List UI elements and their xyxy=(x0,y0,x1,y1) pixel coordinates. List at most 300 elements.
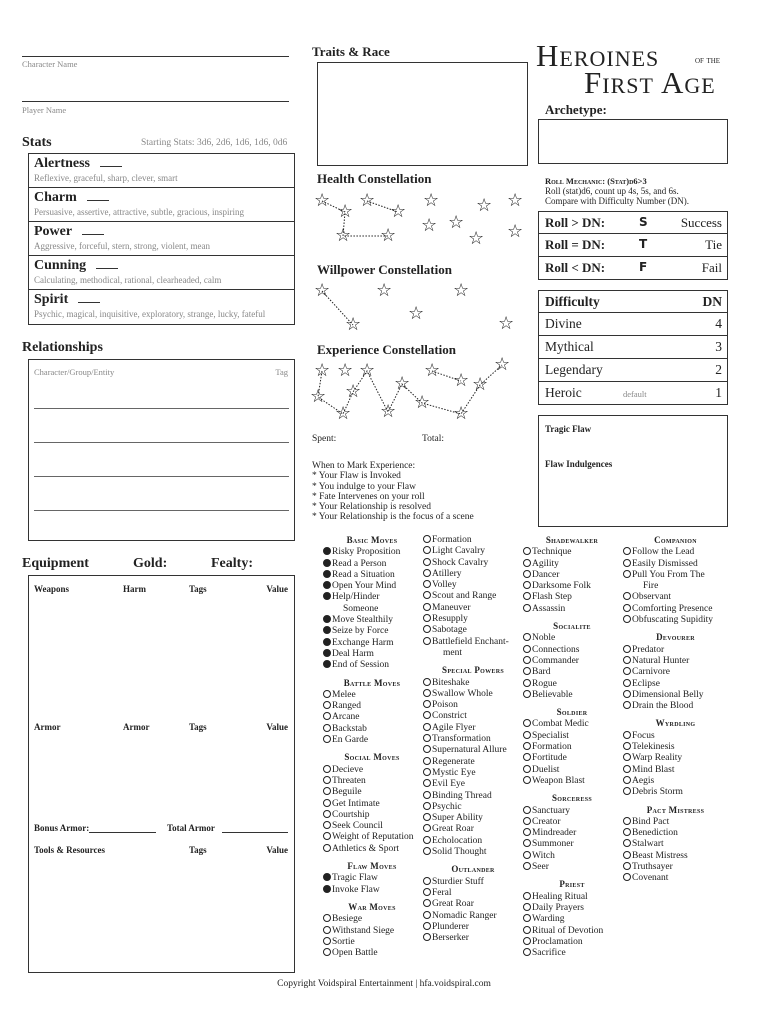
move-label: Mind Blast xyxy=(632,764,675,775)
move-item[interactable] xyxy=(423,922,523,933)
move-item[interactable] xyxy=(323,832,421,843)
move-checkbox-icon[interactable] xyxy=(523,690,531,698)
move-label: Transformation xyxy=(432,734,491,745)
move-item[interactable] xyxy=(523,862,621,873)
health-star-checkbox[interactable]: ☆ xyxy=(335,225,352,246)
willpower-star-checkbox[interactable]: ☆ xyxy=(453,280,470,301)
move-checkbox-icon[interactable] xyxy=(323,615,331,623)
move-item[interactable] xyxy=(523,690,621,701)
move-item[interactable] xyxy=(323,948,421,959)
move-checkbox-icon[interactable] xyxy=(423,888,431,896)
move-item[interactable] xyxy=(523,667,621,678)
move-checkbox-icon[interactable] xyxy=(323,810,331,818)
move-checkbox-icon[interactable] xyxy=(623,817,631,825)
move-checkbox-icon[interactable] xyxy=(423,689,431,697)
move-checkbox-icon[interactable] xyxy=(523,903,531,911)
health-star-checkbox[interactable]: ☆ xyxy=(468,228,485,249)
move-item[interactable] xyxy=(523,914,621,925)
move-checkbox-icon[interactable] xyxy=(423,625,431,633)
move-checkbox-icon[interactable] xyxy=(323,937,331,945)
willpower-star-checkbox[interactable]: ☆ xyxy=(314,280,331,301)
move-label: Daily Prayers xyxy=(532,902,584,913)
move-checkbox-icon[interactable] xyxy=(423,836,431,844)
move-checkbox-icon[interactable] xyxy=(523,753,531,761)
health-star-checkbox[interactable]: ☆ xyxy=(423,190,440,211)
move-checkbox-icon[interactable] xyxy=(523,731,531,739)
move-item[interactable] xyxy=(323,776,421,787)
move-label: Carnivore xyxy=(632,667,670,678)
move-item[interactable] xyxy=(623,701,728,712)
move-item[interactable] xyxy=(623,667,728,678)
experience-star-checkbox[interactable]: ☆ xyxy=(453,370,470,391)
experience-star-checkbox[interactable]: ☆ xyxy=(359,360,376,381)
move-item[interactable] xyxy=(423,911,523,922)
move-item[interactable] xyxy=(523,948,621,959)
move-item[interactable] xyxy=(323,712,421,723)
move-checkbox-icon[interactable] xyxy=(423,569,431,577)
move-item[interactable] xyxy=(323,937,421,948)
move-checkbox-icon[interactable] xyxy=(423,745,431,753)
move-checkbox-icon[interactable] xyxy=(323,626,331,634)
move-checkbox-icon[interactable] xyxy=(523,547,531,555)
stat-desc: Reflexive, graceful, sharp, clever, smart xyxy=(34,173,178,183)
move-item[interactable] xyxy=(623,776,728,787)
move-item[interactable] xyxy=(623,862,728,873)
move-item[interactable] xyxy=(623,753,728,764)
move-item[interactable] xyxy=(523,645,621,656)
move-checkbox-icon[interactable] xyxy=(323,690,331,698)
move-item[interactable] xyxy=(323,914,421,925)
move-checkbox-icon[interactable] xyxy=(623,690,631,698)
move-label: Mystic Eye xyxy=(432,767,476,778)
move-checkbox-icon[interactable] xyxy=(423,637,431,645)
move-item[interactable] xyxy=(423,813,523,824)
move-item[interactable] xyxy=(423,689,523,700)
move-item[interactable] xyxy=(423,768,523,779)
move-item[interactable] xyxy=(323,626,421,637)
character-name-label: Character Name xyxy=(22,59,78,69)
move-checkbox-icon[interactable] xyxy=(323,712,331,720)
move-item[interactable] xyxy=(623,873,728,884)
move-checkbox-icon[interactable] xyxy=(623,873,631,881)
move-checkbox-icon[interactable] xyxy=(423,757,431,765)
move-label: Combat Medic xyxy=(532,719,589,730)
move-item[interactable] xyxy=(323,844,421,855)
stat-name-text: Cunning xyxy=(34,258,87,273)
move-checkbox-icon[interactable] xyxy=(623,604,631,612)
move-checkbox-icon[interactable] xyxy=(423,813,431,821)
move-item[interactable] xyxy=(523,776,621,787)
move-checkbox-icon[interactable] xyxy=(623,592,631,600)
move-item[interactable] xyxy=(323,570,421,581)
move-checkbox-icon[interactable] xyxy=(423,558,431,566)
move-checkbox-icon[interactable] xyxy=(423,768,431,776)
move-item[interactable] xyxy=(523,604,621,615)
move-checkbox-icon[interactable] xyxy=(623,667,631,675)
move-item[interactable] xyxy=(623,742,728,753)
experience-star-checkbox[interactable]: ☆ xyxy=(394,373,411,394)
move-label: Focus xyxy=(632,730,655,741)
move-checkbox-icon[interactable] xyxy=(423,614,431,622)
move-item[interactable] xyxy=(523,839,621,850)
move-checkbox-icon[interactable] xyxy=(323,735,331,743)
health-star-checkbox[interactable]: ☆ xyxy=(314,190,331,211)
move-item[interactable] xyxy=(423,580,523,591)
traits-title: Traits & Race xyxy=(312,44,390,59)
move-checkbox-icon[interactable] xyxy=(323,948,331,956)
move-checkbox-icon[interactable] xyxy=(423,546,431,554)
move-item[interactable] xyxy=(323,690,421,701)
move-item[interactable] xyxy=(323,701,421,712)
move-checkbox-icon[interactable] xyxy=(523,570,531,578)
move-label: Believable xyxy=(532,689,573,700)
move-checkbox-icon[interactable] xyxy=(623,787,631,795)
move-item[interactable] xyxy=(523,892,621,903)
move-item[interactable] xyxy=(323,592,421,615)
move-item[interactable] xyxy=(523,817,621,828)
move-item[interactable] xyxy=(323,810,421,821)
move-checkbox-icon[interactable] xyxy=(623,615,631,623)
move-item[interactable] xyxy=(423,569,523,580)
move-item[interactable] xyxy=(423,745,523,756)
move-item[interactable] xyxy=(523,547,621,558)
move-checkbox-icon[interactable] xyxy=(423,580,431,588)
move-checkbox-icon[interactable] xyxy=(423,824,431,832)
move-item[interactable] xyxy=(423,625,523,636)
move-label: Rogue xyxy=(532,678,557,689)
move-label: Seer xyxy=(532,862,549,873)
move-checkbox-icon[interactable] xyxy=(523,765,531,773)
move-checkbox-icon[interactable] xyxy=(423,922,431,930)
move-checkbox-icon[interactable] xyxy=(623,753,631,761)
move-checkbox-icon[interactable] xyxy=(523,817,531,825)
move-checkbox-icon[interactable] xyxy=(523,948,531,956)
move-checkbox-icon[interactable] xyxy=(323,559,331,567)
move-label: Follow the Lead xyxy=(632,547,695,558)
move-checkbox-icon[interactable] xyxy=(523,656,531,664)
move-checkbox-icon[interactable] xyxy=(323,926,331,934)
move-checkbox-icon[interactable] xyxy=(323,787,331,795)
health-star-checkbox[interactable]: ☆ xyxy=(390,201,407,222)
move-item[interactable] xyxy=(423,535,523,546)
move-item[interactable] xyxy=(423,723,523,734)
experience-star-checkbox[interactable]: ☆ xyxy=(494,354,511,375)
move-item[interactable] xyxy=(323,821,421,832)
experience-star-checkbox[interactable]: ☆ xyxy=(337,360,354,381)
move-item[interactable] xyxy=(623,787,728,798)
move-item[interactable] xyxy=(623,851,728,862)
move-item[interactable] xyxy=(423,933,523,944)
move-item[interactable] xyxy=(623,604,728,615)
move-item[interactable] xyxy=(323,735,421,746)
move-item[interactable] xyxy=(423,757,523,768)
move-checkbox-icon[interactable] xyxy=(523,828,531,836)
move-checkbox-icon[interactable] xyxy=(423,591,431,599)
move-item[interactable] xyxy=(523,828,621,839)
experience-star-checkbox[interactable]: ☆ xyxy=(310,386,327,407)
move-checkbox-icon[interactable] xyxy=(523,633,531,641)
move-item[interactable] xyxy=(623,570,728,593)
experience-star-checkbox[interactable]: ☆ xyxy=(424,360,441,381)
move-item[interactable] xyxy=(523,679,621,690)
move-checkbox-icon[interactable] xyxy=(323,914,331,922)
move-checkbox-icon[interactable] xyxy=(523,604,531,612)
move-item[interactable] xyxy=(523,570,621,581)
move-item[interactable] xyxy=(523,851,621,862)
move-item[interactable] xyxy=(323,799,421,810)
move-checkbox-icon[interactable] xyxy=(623,742,631,750)
health-star-checkbox[interactable]: ☆ xyxy=(380,225,397,246)
move-checkbox-icon[interactable] xyxy=(523,892,531,900)
move-checkbox-icon[interactable] xyxy=(523,592,531,600)
move-checkbox-icon[interactable] xyxy=(623,679,631,687)
move-item[interactable] xyxy=(523,765,621,776)
move-checkbox-icon[interactable] xyxy=(623,656,631,664)
move-checkbox-icon[interactable] xyxy=(323,570,331,578)
willpower-star-checkbox[interactable]: ☆ xyxy=(408,303,425,324)
move-checkbox-icon[interactable] xyxy=(523,581,531,589)
move-item[interactable] xyxy=(423,637,523,660)
move-checkbox-icon[interactable] xyxy=(623,765,631,773)
move-checkbox-icon[interactable] xyxy=(623,570,631,578)
willpower-star-checkbox[interactable]: ☆ xyxy=(376,280,393,301)
move-checkbox-icon[interactable] xyxy=(323,873,331,881)
move-label: Drain the Blood xyxy=(632,701,694,712)
move-item[interactable] xyxy=(423,791,523,802)
move-item[interactable] xyxy=(423,558,523,569)
move-checkbox-icon[interactable] xyxy=(523,862,531,870)
move-item[interactable] xyxy=(623,828,728,839)
move-item[interactable] xyxy=(423,888,523,899)
move-checkbox-icon[interactable] xyxy=(423,847,431,855)
stat-desc: Aggressive, forceful, stern, strong, violent, mean xyxy=(34,241,210,251)
experience-rule-item: * Your Relationship is resolved xyxy=(312,502,432,513)
experience-star-checkbox[interactable]: ☆ xyxy=(314,360,331,381)
move-item[interactable] xyxy=(423,847,523,858)
move-checkbox-icon[interactable] xyxy=(523,667,531,675)
move-checkbox-icon[interactable] xyxy=(623,559,631,567)
move-checkbox-icon[interactable] xyxy=(623,828,631,836)
move-checkbox-icon[interactable] xyxy=(623,645,631,653)
move-item[interactable] xyxy=(623,656,728,667)
move-label: Easily Dismissed xyxy=(632,558,698,569)
move-checkbox-icon[interactable] xyxy=(323,844,331,852)
move-item[interactable] xyxy=(623,839,728,850)
willpower-star-checkbox[interactable]: ☆ xyxy=(345,314,362,335)
experience-star-checkbox[interactable]: ☆ xyxy=(380,401,397,422)
move-label: Commander xyxy=(532,655,579,666)
move-label: Technique xyxy=(532,547,572,558)
move-item[interactable] xyxy=(623,817,728,828)
move-item[interactable] xyxy=(523,753,621,764)
move-checkbox-icon[interactable] xyxy=(323,638,331,646)
move-item[interactable] xyxy=(323,615,421,626)
move-item[interactable] xyxy=(323,724,421,735)
move-item[interactable] xyxy=(423,877,523,888)
move-checkbox-icon[interactable] xyxy=(323,821,331,829)
health-star-checkbox[interactable]: ☆ xyxy=(448,212,465,233)
move-checkbox-icon[interactable] xyxy=(623,839,631,847)
move-checkbox-icon[interactable] xyxy=(323,799,331,807)
move-checkbox-icon[interactable] xyxy=(423,711,431,719)
move-item[interactable] xyxy=(623,645,728,656)
move-item[interactable] xyxy=(523,903,621,914)
move-item[interactable] xyxy=(323,873,421,884)
move-checkbox-icon[interactable] xyxy=(423,779,431,787)
experience-star-checkbox[interactable]: ☆ xyxy=(453,403,470,424)
move-checkbox-icon[interactable] xyxy=(423,791,431,799)
move-item[interactable] xyxy=(523,581,621,592)
experience-star-checkbox[interactable]: ☆ xyxy=(345,381,362,402)
move-checkbox-icon[interactable] xyxy=(623,851,631,859)
move-checkbox-icon[interactable] xyxy=(423,723,431,731)
experience-star-checkbox[interactable]: ☆ xyxy=(414,392,431,413)
move-item[interactable] xyxy=(523,937,621,948)
move-item[interactable] xyxy=(323,660,421,671)
tools-label: Tools & Resources xyxy=(34,845,106,855)
difficulty-row xyxy=(538,313,728,336)
move-item[interactable] xyxy=(523,731,621,742)
move-checkbox-icon[interactable] xyxy=(623,862,631,870)
moves-heading: Wyrdling xyxy=(655,718,696,729)
stat-desc: Persuasive, assertive, attractive, subtle, gracious, inspiring xyxy=(34,207,244,217)
move-item[interactable] xyxy=(623,559,728,570)
move-checkbox-icon[interactable] xyxy=(523,937,531,945)
move-item[interactable] xyxy=(423,614,523,625)
move-checkbox-icon[interactable] xyxy=(523,645,531,653)
health-star-checkbox[interactable]: ☆ xyxy=(507,221,524,242)
move-item[interactable] xyxy=(523,806,621,817)
move-checkbox-icon[interactable] xyxy=(423,802,431,810)
move-checkbox-icon[interactable] xyxy=(323,724,331,732)
move-item[interactable] xyxy=(323,926,421,937)
archetype-box[interactable] xyxy=(538,119,728,164)
move-item[interactable] xyxy=(323,765,421,776)
move-item[interactable] xyxy=(523,656,621,667)
move-checkbox-icon[interactable] xyxy=(323,592,331,600)
move-checkbox-icon[interactable] xyxy=(423,734,431,742)
move-item[interactable] xyxy=(423,711,523,722)
relationships-col-character: Character/Group/Entity xyxy=(34,367,115,377)
move-checkbox-icon[interactable] xyxy=(423,603,431,611)
move-item[interactable] xyxy=(423,546,523,557)
move-item[interactable] xyxy=(623,615,728,626)
health-star-checkbox[interactable]: ☆ xyxy=(476,195,493,216)
move-checkbox-icon[interactable] xyxy=(323,885,331,893)
move-checkbox-icon[interactable] xyxy=(523,679,531,687)
move-checkbox-icon[interactable] xyxy=(423,911,431,919)
move-item[interactable] xyxy=(523,633,621,644)
relationships-col-tag: Tag xyxy=(275,367,288,377)
move-checkbox-icon[interactable] xyxy=(423,933,431,941)
move-item[interactable] xyxy=(323,547,421,558)
move-checkbox-icon[interactable] xyxy=(323,765,331,773)
move-label: Weight of Reputation xyxy=(332,832,414,843)
move-checkbox-icon[interactable] xyxy=(323,547,331,555)
flaw-box[interactable] xyxy=(538,415,728,527)
move-checkbox-icon[interactable] xyxy=(323,776,331,784)
move-item[interactable] xyxy=(523,719,621,730)
move-checkbox-icon[interactable] xyxy=(323,649,331,657)
move-checkbox-icon[interactable] xyxy=(423,700,431,708)
move-item[interactable] xyxy=(623,731,728,742)
move-item[interactable] xyxy=(323,638,421,649)
move-item[interactable] xyxy=(423,836,523,847)
move-checkbox-icon[interactable] xyxy=(523,926,531,934)
move-checkbox-icon[interactable] xyxy=(423,678,431,686)
move-checkbox-icon[interactable] xyxy=(323,832,331,840)
move-checkbox-icon[interactable] xyxy=(323,581,331,589)
health-star-checkbox[interactable]: ☆ xyxy=(421,215,438,236)
health-star-checkbox[interactable]: ☆ xyxy=(337,201,354,222)
move-item[interactable] xyxy=(323,787,421,798)
move-checkbox-icon[interactable] xyxy=(423,535,431,543)
move-checkbox-icon[interactable] xyxy=(523,914,531,922)
move-label: Duelist xyxy=(532,764,560,775)
move-item[interactable] xyxy=(423,779,523,790)
health-star-checkbox[interactable]: ☆ xyxy=(359,190,376,211)
move-checkbox-icon[interactable] xyxy=(523,851,531,859)
move-item[interactable] xyxy=(623,690,728,701)
move-item[interactable] xyxy=(423,802,523,813)
move-checkbox-icon[interactable] xyxy=(523,806,531,814)
move-item[interactable] xyxy=(523,742,621,753)
move-item[interactable] xyxy=(323,885,421,896)
move-item[interactable] xyxy=(423,678,523,689)
move-label-continued: Someone xyxy=(343,603,379,614)
move-item[interactable] xyxy=(423,824,523,835)
move-item[interactable] xyxy=(323,649,421,660)
move-label: Formation xyxy=(432,535,472,545)
willpower-star-checkbox[interactable]: ☆ xyxy=(498,313,515,334)
move-label: Light Cavalry xyxy=(432,546,486,557)
move-label: Healing Ritual xyxy=(532,891,588,902)
move-checkbox-icon[interactable] xyxy=(523,559,531,567)
experience-star-checkbox[interactable]: ☆ xyxy=(472,374,489,395)
move-item[interactable] xyxy=(523,592,621,603)
move-item[interactable] xyxy=(323,559,421,570)
move-item[interactable] xyxy=(423,899,523,910)
move-checkbox-icon[interactable] xyxy=(623,701,631,709)
move-checkbox-icon[interactable] xyxy=(423,877,431,885)
health-star-checkbox[interactable]: ☆ xyxy=(507,190,524,211)
move-item[interactable] xyxy=(423,734,523,745)
move-item[interactable] xyxy=(523,926,621,937)
move-checkbox-icon[interactable] xyxy=(523,742,531,750)
move-item[interactable] xyxy=(423,591,523,602)
move-item[interactable] xyxy=(623,592,728,603)
move-item[interactable] xyxy=(623,679,728,690)
experience-star-checkbox[interactable]: ☆ xyxy=(335,403,352,424)
move-checkbox-icon[interactable] xyxy=(623,776,631,784)
move-checkbox-icon[interactable] xyxy=(523,719,531,727)
move-checkbox-icon[interactable] xyxy=(323,660,331,668)
difficulty-value: 3 xyxy=(715,339,722,354)
move-item[interactable] xyxy=(423,700,523,711)
move-checkbox-icon[interactable] xyxy=(523,839,531,847)
move-checkbox-icon[interactable] xyxy=(523,776,531,784)
move-checkbox-icon[interactable] xyxy=(323,701,331,709)
move-item[interactable] xyxy=(623,765,728,776)
move-item[interactable] xyxy=(623,547,728,558)
move-item[interactable] xyxy=(423,603,523,614)
move-label: Withstand Siege xyxy=(332,925,395,936)
move-checkbox-icon[interactable] xyxy=(623,547,631,555)
move-item[interactable] xyxy=(323,581,421,592)
move-checkbox-icon[interactable] xyxy=(623,731,631,739)
move-item[interactable] xyxy=(523,559,621,570)
move-checkbox-icon[interactable] xyxy=(423,899,431,907)
